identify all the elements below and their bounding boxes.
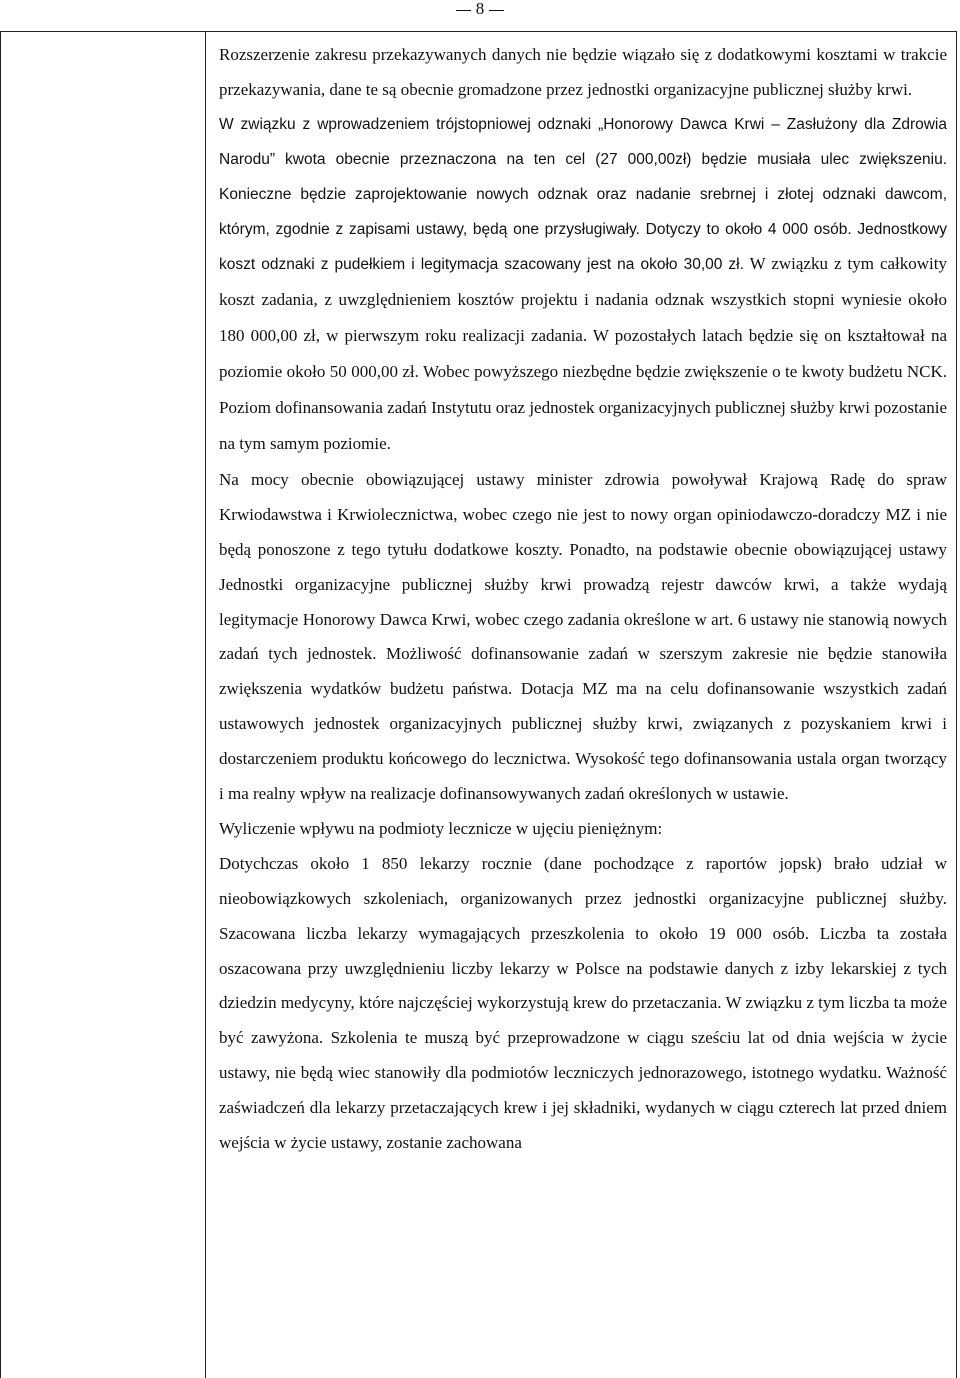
- paragraph-impact-heading: Wyliczenie wpływu na podmioty lecznicze w ujęciu pieniężnym:: [219, 818, 663, 838]
- paragraph-data-transfer-costs: Rozszerzenie zakresu przekazywanych danych nie będzie wiązało się z dodatkowymi kosztami w trakcie przekazywania, dane te są obecnie gromadzone przez jednostki organizacyjne publicznej służby krwi.: [219, 45, 947, 99]
- page-number: [0, 0, 960, 22]
- page-number-dash-left: [456, 10, 471, 11]
- paragraph-national-council: Na mocy obecnie obowiązującej ustawy minister zdrowia powoływał Krajową Radę do spraw Krwiodawstwa i Krwiolecznictwa, wobec czego nie jest to nowy organ opiniodawczo-doradczy MZ i nie będą ponoszone z tego tytułu dodatkowe koszty. Ponadto, na podstawie obecnie obowiązującej ustawy Jednostki organizacyjne publicznej służby krwi prowadzą rejestr dawców krwi, a także wydają legitymacje Honorowy Dawca Krwi, wobec czego zadania określone w art. 6 ustawy nie stanowią nowych zadań tych jednostek. Możliwość dofinansowanie zadań w szerszym zakresie nie będzie stanowiła zwiększenia wydatków budżetu państwa. Dotacja MZ ma na celu dofinansowanie wszystkich zadań ustawowych jednostek organizacyjnych publicznej służby krwi, związanych z pozyskaniem krwi i dostarczeniem produktu końcowego do lecznictwa. Wysokość tego dofinansowania ustala organ tworzący i ma realny wpływ na realizacje dofinansowywanych zadań określonych w ustawie.: [219, 469, 947, 804]
- paragraph-badge-costs: [219, 108, 947, 463]
- page-number-dash-right: [489, 10, 504, 11]
- paragraph-badge-costs-total: W związku z tym całkowity koszt zadania, z uwzględnieniem kosztów projektu i nadania odznak wszystkich stopni wyniesie około 180 000,00 zł, w pierwszym roku realizacji zadania. W pozostałych latach będzie się on kształtował na poziomie około 50 000,00 zł. Wobec powyższego niezbędne będzie zwiększenie o te kwoty budżetu NCK. Poziom dofinansowania zadań Instytutu oraz jednostek organizacyjnych publicznej służby krwi pozostanie na tym samym poziomie.: [219, 254, 947, 453]
- paragraph-badge-costs-details: Konieczne będzie zaprojektowanie nowych odznak oraz nadanie srebrnej i złotej odznaki dawcom, którym, zgodnie z zapisami ustawy, będą one przysługiwały. Dotyczy to około 4 000 osób. Jednostkowy koszt odznaki z pudełkiem i legitymacja szacowany jest na około 30,00 zł.: [219, 185, 947, 274]
- paragraph-badge-costs-intro: W związku z wprowadzeniem trójstopniowej odznaki „Honorowy Dawca Krwi – Zasłużony dla Zdrowia Narodu” kwota obecnie przeznaczona na ten cel (27 000,00zł) będzie musiała ulec zwiększeniu.: [219, 115, 947, 168]
- paragraph-physician-training: Dotychczas około 1 850 lekarzy rocznie (dane pochodzące z raportów jopsk) brało udział w nieobowiązkowych szkoleniach, organizowanych przez jednostki organizacyjne publicznej służby. Szacowana liczba lekarzy wymagających przeszkolenia to około 19 000 osób. Liczba ta została oszacowana przy uwzględnieniu liczby lekarzy w Polsce na podstawie danych z izby lekarskiej z tych dziedzin medycyny, które najczęściej wykorzystują krew do przetaczania. W związku z tym liczba ta może być zawyżona. Szkolenia te muszą być przeprowadzone w ciągu sześciu lat od dnia wejścia w życie ustawy, nie będą wiec stanowiły dla podmiotów leczniczych jednorazowego, istotnego wydatku. Ważność zaświadczeń dla lekarzy przetaczających krew i jej składniki, wydanych w ciągu czterech lat przed dniem wejścia w życie ustawy, zostanie zachowana: [219, 853, 948, 1153]
- page-number-value: 8: [475, 0, 485, 18]
- table-content-cell: [219, 38, 947, 1161]
- table-column-divider: [205, 31, 206, 1378]
